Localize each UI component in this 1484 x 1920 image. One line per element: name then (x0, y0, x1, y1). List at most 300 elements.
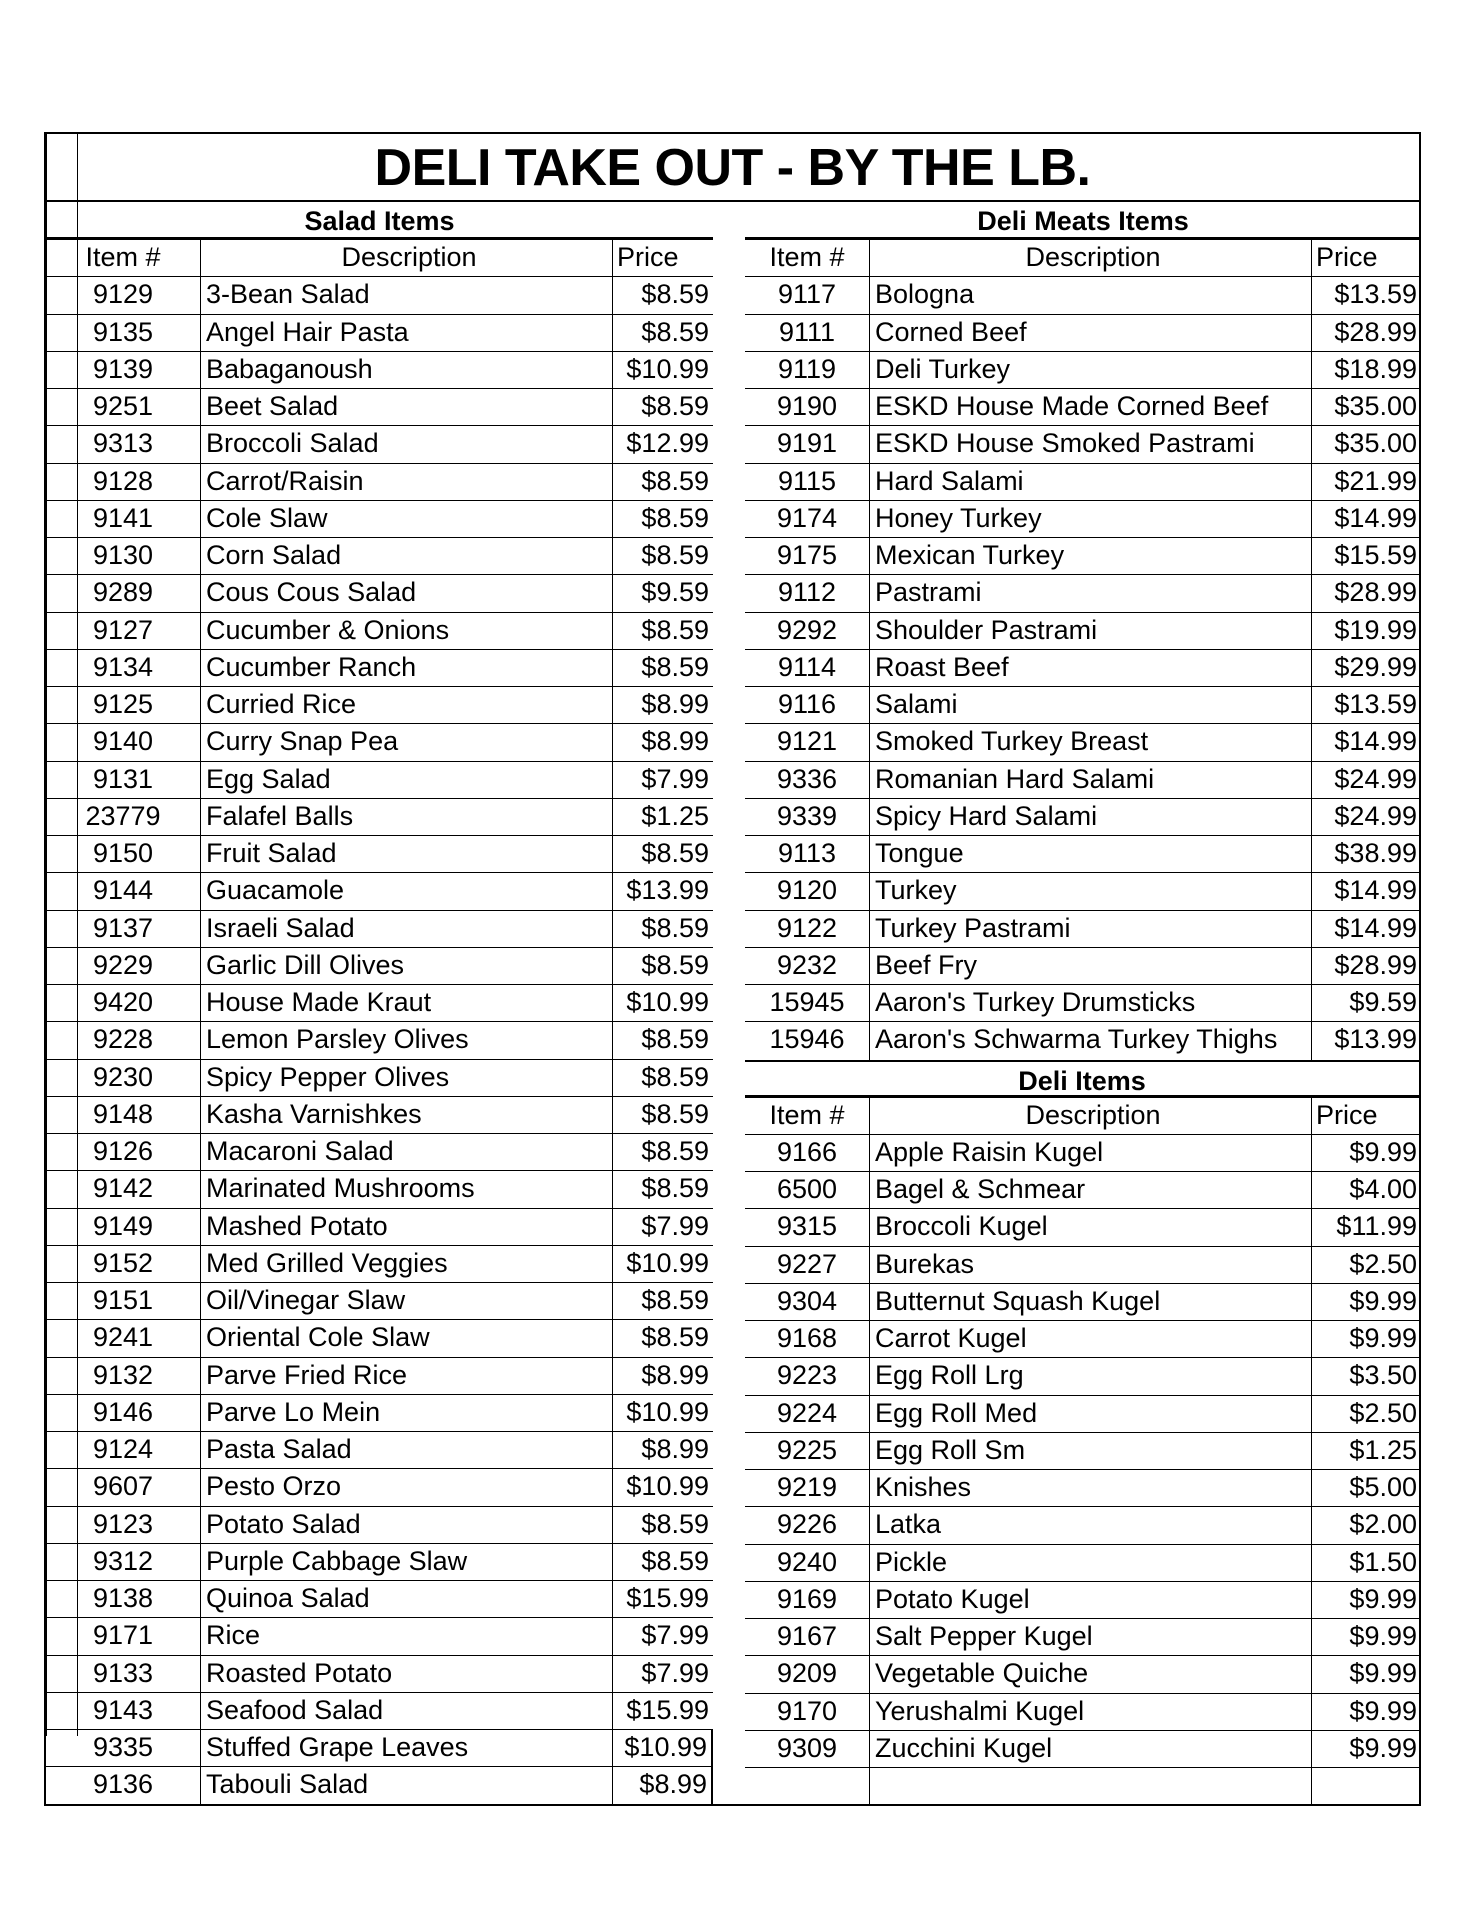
price-cell: $1.25 (641, 800, 709, 831)
price-cell: $7.99 (641, 1620, 709, 1651)
price-cell: $9.99 (1349, 1732, 1417, 1763)
item-number-header: Item # (46, 240, 201, 276)
price-cell: $10.99 (626, 1471, 709, 1502)
description-cell: Butternut Squash Kugel (870, 1284, 1312, 1320)
description-cell: House Made Kraut (201, 985, 613, 1021)
price-cell: $24.99 (1334, 800, 1417, 831)
price-cell: $8.99 (641, 689, 709, 719)
table-row (46, 836, 713, 873)
description-cell: Broccoli Salad (201, 426, 613, 462)
description-cell: Spicy Hard Salami (870, 799, 1312, 835)
item-number-cell: 9115 (745, 464, 870, 500)
price-cell: $8.59 (641, 1545, 709, 1576)
item-number-cell: 9129 (46, 277, 201, 313)
table-row (46, 724, 713, 761)
item-number-cell: 9607 (46, 1469, 201, 1505)
table-row (745, 687, 1421, 724)
table-row (745, 1284, 1421, 1321)
description-cell: Oil/Vinegar Slaw (201, 1283, 613, 1319)
table-row (745, 1396, 1421, 1433)
item-number-cell: 9111 (745, 315, 870, 351)
item-number-cell: 9223 (745, 1358, 870, 1394)
table-row (46, 426, 713, 463)
table-row (745, 352, 1421, 389)
item-number-cell: 9304 (745, 1284, 870, 1320)
salad-rows (46, 277, 713, 1804)
price-cell: $8.59 (641, 1098, 709, 1129)
description-cell: Pasta Salad (201, 1432, 613, 1468)
table-row (745, 799, 1421, 836)
description-cell: Corned Beef (870, 315, 1312, 351)
item-number-cell: 9126 (46, 1134, 201, 1170)
table-row (46, 1693, 713, 1730)
item-number-cell: 9141 (46, 501, 201, 537)
table-row (745, 538, 1421, 575)
item-number-cell: 9151 (46, 1283, 201, 1319)
description-header: Description (870, 240, 1312, 276)
price-cell: $29.99 (1334, 651, 1417, 682)
price-cell: $8.59 (641, 1061, 709, 1092)
description-cell: Cucumber Ranch (201, 650, 613, 686)
description-cell: Beef Fry (870, 948, 1312, 984)
price-cell: $14.99 (1334, 726, 1417, 757)
description-cell: Tongue (870, 836, 1312, 872)
description-cell: Kasha Varnishkes (201, 1097, 613, 1133)
item-number-cell: 9209 (745, 1656, 870, 1692)
description-cell: Egg Roll Med (870, 1396, 1312, 1432)
item-number-cell: 9125 (46, 687, 201, 723)
price-header: Price (1316, 242, 1378, 272)
price-cell: $9.59 (641, 577, 709, 608)
description-cell: Curried Rice (201, 687, 613, 723)
description-cell: Cous Cous Salad (201, 575, 613, 611)
table-row (46, 1246, 713, 1283)
price-cell: $14.99 (1334, 502, 1417, 533)
table-row (46, 1432, 713, 1469)
item-number-cell: 9335 (46, 1730, 201, 1766)
page-title: DELI TAKE OUT - BY THE LB. (46, 134, 1419, 202)
price-cell: $1.50 (1349, 1546, 1417, 1577)
description-cell: Stuffed Grape Leaves (201, 1730, 613, 1766)
item-number-cell: 23779 (46, 799, 201, 835)
description-cell: Egg Roll Sm (870, 1433, 1312, 1469)
table-row (745, 1582, 1421, 1619)
item-number-cell: 9232 (745, 948, 870, 984)
description-cell: Pickle (870, 1545, 1312, 1581)
price-cell: $8.99 (613, 1767, 713, 1804)
price-cell: $8.59 (641, 465, 709, 496)
deli-section-heading: Deli Items (745, 1060, 1421, 1098)
price-cell: $7.99 (641, 763, 709, 794)
item-number-cell: 9315 (745, 1209, 870, 1245)
salad-column-header-row (46, 240, 713, 277)
price-cell: $1.25 (1349, 1434, 1417, 1465)
table-row (745, 724, 1421, 761)
item-number-cell: 9171 (46, 1618, 201, 1654)
item-number-cell: 9190 (745, 389, 870, 425)
deli-column-header-row (745, 1098, 1421, 1135)
price-cell: $8.59 (641, 614, 709, 645)
price-cell: $8.59 (641, 540, 709, 570)
description-cell: Mexican Turkey (870, 538, 1312, 574)
table-row (46, 575, 713, 612)
table-row (745, 389, 1421, 426)
description-cell: 3-Bean Salad (201, 277, 613, 313)
table-row (745, 1022, 1421, 1059)
salad-section (46, 202, 713, 1805)
table-row (46, 1358, 713, 1395)
table-row (745, 426, 1421, 463)
description-cell: Fruit Salad (201, 836, 613, 872)
item-number-cell: 9174 (745, 501, 870, 537)
meats-section-heading: Deli Meats Items (745, 202, 1421, 240)
price-cell: $8.59 (641, 1322, 709, 1353)
table-row (46, 1656, 713, 1693)
table-row (745, 613, 1421, 650)
price-cell: $10.99 (626, 353, 709, 384)
item-number-cell: 9131 (46, 762, 201, 798)
item-number-cell: 9134 (46, 650, 201, 686)
price-cell: $13.59 (1334, 689, 1417, 719)
price-cell: $11.99 (1336, 1211, 1417, 1242)
meats-column-header-row (745, 240, 1421, 277)
item-number-cell: 9219 (745, 1470, 870, 1506)
table-row (46, 1507, 713, 1544)
item-number-cell: 9137 (46, 911, 201, 947)
price-cell: $24.99 (1334, 763, 1417, 794)
description-header: Description (870, 1098, 1312, 1134)
table-row (745, 836, 1421, 873)
item-number-cell: 9289 (46, 575, 201, 611)
price-cell: $35.00 (1334, 391, 1417, 421)
price-cell: $10.99 (626, 1247, 709, 1278)
item-number-cell: 9309 (745, 1731, 870, 1767)
table-row (46, 1134, 713, 1171)
table-row (46, 1395, 713, 1432)
table-row (745, 1768, 1421, 1805)
item-number-cell: 9128 (46, 464, 201, 500)
price-header: Price (1316, 1099, 1378, 1130)
item-number-cell: 9313 (46, 426, 201, 462)
description-cell: Salt Pepper Kugel (870, 1619, 1312, 1655)
description-cell: Broccoli Kugel (870, 1209, 1312, 1245)
item-number-cell: 9170 (745, 1694, 870, 1730)
table-row (46, 1730, 713, 1767)
table-row (745, 277, 1421, 314)
table-row (46, 1544, 713, 1581)
description-cell: Guacamole (201, 873, 613, 909)
item-number-cell: 9121 (745, 724, 870, 760)
item-number-cell: 9420 (46, 985, 201, 1021)
price-cell: $8.59 (641, 651, 709, 682)
item-number-cell: 9240 (745, 1545, 870, 1581)
description-cell: Smoked Turkey Breast (870, 724, 1312, 760)
description-header: Description (201, 240, 613, 276)
table-row (46, 873, 713, 910)
table-row (46, 687, 713, 724)
table-row (745, 650, 1421, 687)
description-cell: Seafood Salad (201, 1693, 613, 1729)
item-number-cell: 9127 (46, 613, 201, 649)
table-row (46, 613, 713, 650)
table-row (745, 911, 1421, 948)
price-cell: $13.59 (1334, 279, 1417, 310)
price-cell: $8.59 (641, 391, 709, 421)
description-cell: Beet Salad (201, 389, 613, 425)
price-cell: $4.00 (1349, 1174, 1417, 1204)
deli-rows (745, 1135, 1421, 1806)
table-row (745, 1694, 1421, 1731)
description-cell: Parve Fried Rice (201, 1358, 613, 1394)
description-cell: Marinated Mushrooms (201, 1171, 613, 1207)
description-cell: Shoulder Pastrami (870, 613, 1312, 649)
price-cell: $7.99 (641, 1210, 709, 1241)
table-row (46, 1618, 713, 1655)
price-cell: $8.59 (641, 949, 709, 980)
right-column (745, 202, 1421, 1805)
description-cell: Angel Hair Pasta (201, 315, 613, 351)
description-cell: Lemon Parsley Olives (201, 1022, 613, 1058)
description-cell: Quinoa Salad (201, 1581, 613, 1617)
item-number-cell: 9167 (745, 1619, 870, 1655)
description-cell: Turkey Pastrami (870, 911, 1312, 947)
description-cell: Hard Salami (870, 464, 1312, 500)
table-row (745, 1470, 1421, 1507)
item-number-cell: 9143 (46, 1693, 201, 1729)
item-number-cell: 9130 (46, 538, 201, 574)
price-cell: $15.59 (1334, 540, 1417, 570)
price-cell (1312, 1768, 1421, 1805)
item-number-cell: 9225 (745, 1433, 870, 1469)
table-row (46, 464, 713, 501)
item-number-cell: 9117 (745, 277, 870, 313)
description-cell: Tabouli Salad (201, 1767, 613, 1804)
item-number-cell: 9227 (745, 1247, 870, 1283)
item-number-cell: 9113 (745, 836, 870, 872)
description-cell: Bologna (870, 277, 1312, 313)
price-cell: $8.59 (641, 1285, 709, 1315)
description-cell: Spicy Pepper Olives (201, 1060, 613, 1096)
item-number-cell: 9114 (745, 650, 870, 686)
table-row (46, 762, 713, 799)
description-cell: Honey Turkey (870, 501, 1312, 537)
item-number-cell: 9116 (745, 687, 870, 723)
item-number-cell: 9112 (745, 575, 870, 611)
table-row (46, 1171, 713, 1208)
description-cell: Aaron's Schwarma Turkey Thighs (870, 1022, 1312, 1059)
item-number-cell: 9133 (46, 1656, 201, 1692)
table-row (745, 1731, 1421, 1768)
item-number-cell: 9228 (46, 1022, 201, 1058)
item-number-cell: 9120 (745, 873, 870, 909)
description-cell: Roasted Potato (201, 1656, 613, 1692)
description-cell: Mashed Potato (201, 1209, 613, 1245)
price-cell: $8.59 (641, 1508, 709, 1539)
item-number-cell: 9139 (46, 352, 201, 388)
table-row (745, 985, 1421, 1022)
price-cell: $8.59 (641, 279, 709, 310)
price-cell: $18.99 (1334, 353, 1417, 384)
price-cell: $15.99 (626, 1583, 709, 1613)
table-row (745, 873, 1421, 910)
table-row (745, 1507, 1421, 1544)
table-row (745, 501, 1421, 538)
price-cell: $9.99 (1349, 1136, 1417, 1167)
table-row (46, 538, 713, 575)
description-cell: Salami (870, 687, 1312, 723)
item-number-cell: 9226 (745, 1507, 870, 1543)
description-cell: Pastrami (870, 575, 1312, 611)
description-cell: Curry Snap Pea (201, 724, 613, 760)
price-cell: $14.99 (1334, 875, 1417, 906)
item-number-cell (745, 1768, 870, 1805)
item-number-cell: 15946 (745, 1022, 870, 1059)
description-cell: Egg Salad (201, 762, 613, 798)
item-number-header: Item # (745, 1098, 870, 1134)
price-cell: $8.59 (641, 912, 709, 943)
meats-rows (745, 277, 1421, 1059)
price-cell: $28.99 (1334, 577, 1417, 608)
price-cell: $13.99 (626, 875, 709, 906)
price-cell: $14.99 (1334, 912, 1417, 943)
table-row (46, 315, 713, 352)
table-row (46, 1097, 713, 1134)
description-cell: Rice (201, 1618, 613, 1654)
price-cell: $10.99 (626, 987, 709, 1017)
description-cell: Garlic Dill Olives (201, 948, 613, 984)
description-cell: Babaganoush (201, 352, 613, 388)
description-cell: Yerushalmi Kugel (870, 1694, 1312, 1730)
item-number-cell: 9123 (46, 1507, 201, 1543)
price-cell: $8.59 (641, 502, 709, 533)
table-row (46, 277, 713, 314)
description-cell: ESKD House Smoked Pastrami (870, 426, 1312, 462)
description-cell: Turkey (870, 873, 1312, 909)
price-cell: $8.99 (641, 1359, 709, 1390)
item-number-cell: 9292 (745, 613, 870, 649)
price-cell: $2.50 (1349, 1397, 1417, 1428)
price-cell: $2.50 (1349, 1248, 1417, 1279)
table-row (745, 1172, 1421, 1209)
table-row (745, 1619, 1421, 1656)
price-cell: $9.99 (1349, 1695, 1417, 1726)
price-cell: $8.59 (641, 1136, 709, 1166)
item-number-cell: 9175 (745, 538, 870, 574)
price-cell: $9.59 (1349, 987, 1417, 1017)
price-cell: $8.59 (641, 838, 709, 868)
description-cell: Romanian Hard Salami (870, 762, 1312, 798)
salad-section-heading: Salad Items (46, 202, 713, 240)
item-number-cell: 9229 (46, 948, 201, 984)
description-cell: Carrot Kugel (870, 1321, 1312, 1357)
table-row (745, 315, 1421, 352)
price-cell: $7.99 (641, 1657, 709, 1688)
table-row (46, 1767, 713, 1804)
description-cell: Egg Roll Lrg (870, 1358, 1312, 1394)
price-cell: $9.99 (1349, 1285, 1417, 1316)
table-row (46, 799, 713, 836)
price-cell: $8.99 (641, 1434, 709, 1464)
price-cell: $5.00 (1349, 1472, 1417, 1502)
price-cell: $9.99 (1349, 1621, 1417, 1651)
item-number-cell: 9166 (745, 1135, 870, 1171)
item-number-cell: 9312 (46, 1544, 201, 1580)
price-cell: $15.99 (626, 1694, 709, 1725)
description-cell: Parve Lo Mein (201, 1395, 613, 1431)
item-number-cell: 9146 (46, 1395, 201, 1431)
description-cell: Corn Salad (201, 538, 613, 574)
item-number-cell: 9135 (46, 315, 201, 351)
item-number-cell: 9241 (46, 1320, 201, 1356)
price-cell: $28.99 (1334, 316, 1417, 347)
description-cell: Aaron's Turkey Drumsticks (870, 985, 1312, 1021)
table-row (745, 1247, 1421, 1284)
table-row (46, 352, 713, 389)
description-cell: Oriental Cole Slaw (201, 1320, 613, 1356)
description-cell: Bagel & Schmear (870, 1172, 1312, 1208)
price-cell: $8.59 (641, 1024, 709, 1055)
table-row (745, 1321, 1421, 1358)
table-row (745, 1358, 1421, 1395)
description-cell: Potato Salad (201, 1507, 613, 1543)
description-cell: Zucchini Kugel (870, 1731, 1312, 1767)
description-cell: Purple Cabbage Slaw (201, 1544, 613, 1580)
table-row (745, 1209, 1421, 1246)
table-row (745, 948, 1421, 985)
item-number-cell: 9152 (46, 1246, 201, 1282)
item-number-cell: 9191 (745, 426, 870, 462)
table-row (46, 1060, 713, 1097)
table-row (46, 1283, 713, 1320)
price-header: Price (617, 242, 679, 272)
price-cell: $9.99 (1349, 1658, 1417, 1689)
description-cell: Potato Kugel (870, 1582, 1312, 1618)
table-row (745, 762, 1421, 799)
table-row (46, 948, 713, 985)
description-cell: Macaroni Salad (201, 1134, 613, 1170)
table-row (745, 464, 1421, 501)
item-number-header: Item # (745, 240, 870, 276)
price-cell: $35.00 (1334, 428, 1417, 459)
item-number-cell: 9251 (46, 389, 201, 425)
item-number-cell: 9144 (46, 873, 201, 909)
description-cell: Cole Slaw (201, 501, 613, 537)
item-number-cell: 9169 (745, 1582, 870, 1618)
table-row (46, 1320, 713, 1357)
description-cell: Falafel Balls (201, 799, 613, 835)
price-cell: $8.59 (641, 316, 709, 347)
item-number-cell: 9124 (46, 1432, 201, 1468)
price-cell: $12.99 (626, 428, 709, 459)
description-cell: Med Grilled Veggies (201, 1246, 613, 1282)
price-cell: $19.99 (1334, 614, 1417, 645)
table-row (46, 650, 713, 687)
item-number-cell: 9148 (46, 1097, 201, 1133)
description-cell: Carrot/Raisin (201, 464, 613, 500)
table-row (745, 1433, 1421, 1470)
item-number-cell: 9230 (46, 1060, 201, 1096)
table-row (46, 501, 713, 538)
description-cell: Vegetable Quiche (870, 1656, 1312, 1692)
table-row (745, 1135, 1421, 1172)
price-cell: $38.99 (1334, 838, 1417, 868)
price-cell: $21.99 (1334, 465, 1417, 496)
price-cell: $8.99 (641, 726, 709, 757)
description-cell: Cucumber & Onions (201, 613, 613, 649)
description-cell: Apple Raisin Kugel (870, 1135, 1312, 1171)
description-cell: ESKD House Made Corned Beef (870, 389, 1312, 425)
item-number-cell: 9140 (46, 724, 201, 760)
